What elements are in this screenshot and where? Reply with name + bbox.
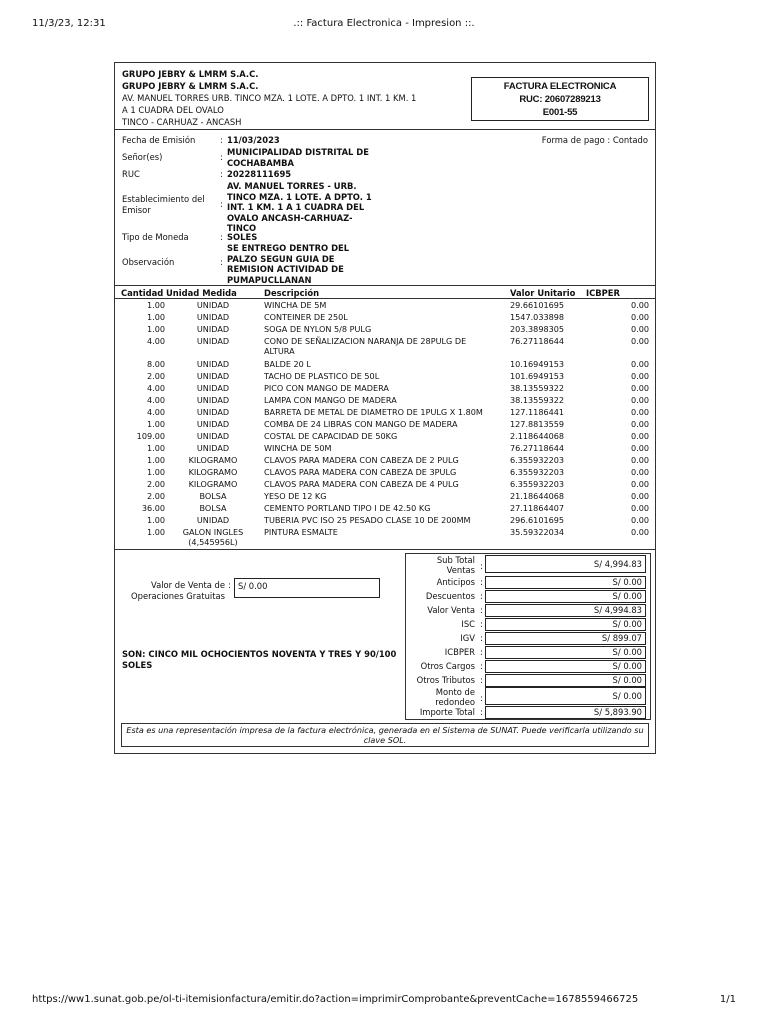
- fecha-value: 11/03/2023: [227, 135, 280, 145]
- gratuitas-value: S/ 0.00: [234, 578, 380, 598]
- item-descripcion: PINTURA ESMALTE: [264, 527, 338, 537]
- table-row: [115, 383, 655, 395]
- item-unidad: KILOGRAMO: [188, 467, 238, 477]
- item-cantidad: 4.00: [146, 407, 165, 417]
- item-cantidad: 1.00: [146, 467, 165, 477]
- totals-label: Valor Venta: [427, 605, 475, 615]
- item-icbper: 0.00: [630, 395, 649, 405]
- item-descripcion: PICO CON MANGO DE MADERA: [264, 383, 389, 393]
- item-valor-unitario: 296.6101695: [510, 515, 565, 525]
- item-descripcion: CLAVOS PARA MADERA CON CABEZA DE 2 PULG: [264, 455, 459, 465]
- item-valor-unitario: 203.3898305: [510, 324, 565, 334]
- observacion-value: SE ENTREGO DENTRO DEL PALZO SEGUN GUIA DE REMISION ACTIVIDAD DE PUMAPUCLLANAN: [227, 243, 350, 285]
- item-icbper: 0.00: [630, 491, 649, 501]
- item-cantidad: 4.00: [146, 383, 165, 393]
- table-row: [115, 419, 655, 431]
- item-unidad: KILOGRAMO: [188, 479, 238, 489]
- item-icbper: 0.00: [630, 515, 649, 525]
- item-cantidad: 2.00: [146, 491, 165, 501]
- item-icbper: 0.00: [630, 443, 649, 453]
- item-valor-unitario: 27.11864407: [510, 503, 565, 513]
- totals-label: Descuentos: [425, 591, 475, 601]
- item-descripcion: CONTEINER DE 250L: [264, 312, 348, 322]
- totals-value: S/ 0.00: [485, 660, 646, 673]
- table-row: [115, 371, 655, 383]
- item-icbper: 0.00: [630, 336, 649, 346]
- item-unidad: UNIDAD: [196, 431, 230, 441]
- table-row: [115, 503, 655, 515]
- moneda-label: Tipo de Moneda: [122, 232, 189, 242]
- ruc-value: 20228111695: [227, 169, 292, 179]
- item-valor-unitario: 6.355932203: [510, 467, 565, 477]
- item-unidad: UNIDAD: [196, 359, 230, 369]
- item-icbper: 0.00: [630, 527, 649, 537]
- item-icbper: 0.00: [630, 431, 649, 441]
- invoice: GRUPO JEBRY & LMRM S.A.C. GRUPO JEBRY & LMRM S.A.C. AV. MANUEL TORRES URB. TINCO MZA. 1 LOTE. A DPTO. 1 INT. 1 KM. 1 A 1 CUADRA DEL OVALO TINCO - CARHUAZ - ANCASH FACTURA ELECTRONICA RUC: 20607289213 E001-55 Fecha de Emisión : 11/03/2023 Forma de pago : Contado Señor(es) : MUNICIPALIDAD DISTRITAL DE COCHABAMBA RUC : 20228111695 Establecimiento del Emisor : AV. MANUEL TORRES - URB. TINCO MZA. 1 LOTE. A DPTO. 1 INT. 1 KM. 1 A 1 CUADRA DEL OVALO ANCASH-CARHUAZ-TINCO Tipo de Moneda : SOLES Observación : SE ENTREGO DENTRO DEL PALZO SEGUN GUIA DE REMISION ACTIVIDAD DE PUMAPUCLLANAN Cantidad Unidad Medida Descripción Valor Unitario ICBPER 1.00 UNIDAD WINCHA DE 5M 29.66101695 0.00 1.00 UNIDAD CONTEINER DE 250L 1547.033898 0.00 1.00 UNIDAD SOGA DE NYLON 5/8 PULG 203.3898305 0.00 4.00 UNIDAD CONO DE SEÑALIZACION NARANJA DE 28PULG DE ALTURA 76.27118644 0.00 8.00 UNIDAD BALDE 20 L 10.16949153 0.00 2.00 UNIDAD TACHO DE PLASTICO DE 50L 101.6949153 0.00 4.00 UNIDAD PICO CON MANGO DE MADERA 38.13559322 0.00 4.00 UNIDAD LAMPA CON MANGO DE MADERA 38.13559322 0.00 4.00 UNIDAD BARRETA DE METAL DE DIAMETRO DE 1PULG X 1.80M 127.1186441 0.00 1.00 UNIDAD COMBA DE 24 LIBRAS CON MANGO DE MADERA 127.8813559 0.00 109.00 UNIDAD COSTAL DE CAPACIDAD DE 50KG 2.118644068 0.00 1.00 UNIDAD WINCHA DE 50M 76.27118644 0.00 1.00 KILOGRAMO CLAVOS PARA MADERA CON CABEZA DE 2 PULG 6.355932203 0.00 1.00 KILOGRAMO CLAVOS PARA MADERA CON CABEZA DE 3PULG 6.355932203 0.00 2.00 KILOGRAMO CLAVOS PARA MADERA CON CABEZA DE 4 PULG 6.355932203 0.00 2.00 BOLSA YESO DE 12 KG 21.18644068 0.00 36.00 BOLSA CEMENTO PORTLAND TIPO I DE 42.50 KG 27.11864407 0.00 1.00 UNIDAD TUBERIA PVC ISO 25 PESADO CLASE 10 DE 200MM 296.6101695 0.00 1.00 GALON INGLES (4,545956L) PINTURA ESMALTE 35.59322034 0.00 Valor de Venta de Operaciones Gratuitas : S/ 0.00 SON: CINCO MIL OCHOCIENTOS NOVENTA Y TRES Y 90/100 SOLES Sub Total Ventas : S/ 4,994.83 Anticipos : S/ 0.00 Descuentos : S/ 0.00 Valor Venta : S/ 4,994.83 ISC : S/ 0.00 IGV : S/ 899.07 ICBPER : S/ 0.00 Otros Cargos : S/ 0.00 Otros Tributos : S/ 0.00 Monto de redondeo : S/ 0.00 Importe Total : S/ 5,893.90 Esta es una representación impresa de la factura electrónica, generada en el Sistema de SUNAT. Puede verificarla utilizando su clave SOL.: [114, 62, 656, 754]
- establecimiento-label: Establecimiento del Emisor: [122, 194, 205, 215]
- item-icbper: 0.00: [630, 455, 649, 465]
- footnote: Esta es una representación impresa de la factura electrónica, generada en el Sistema de SUNAT. Puede verificarla utilizando su clave SOL.: [121, 723, 649, 747]
- totals-label: ISC: [461, 619, 475, 629]
- item-icbper: 0.00: [630, 419, 649, 429]
- table-row: [115, 479, 655, 491]
- company-address-line1: AV. MANUEL TORRES URB. TINCO MZA. 1 LOTE. A DPTO. 1 INT. 1 KM. 1: [122, 93, 417, 103]
- totals-value: S/ 4,994.83: [485, 555, 646, 573]
- col-cantidad: Cantidad: [121, 288, 164, 298]
- table-row: [115, 491, 655, 503]
- item-icbper: 0.00: [630, 312, 649, 322]
- item-valor-unitario: 21.18644068: [510, 491, 565, 501]
- document-type: FACTURA ELECTRONICA: [503, 81, 617, 92]
- observacion-label: Observación: [122, 257, 175, 267]
- item-icbper: 0.00: [630, 371, 649, 381]
- col-unidad: Unidad Medida: [166, 288, 237, 298]
- table-row: [115, 324, 655, 336]
- item-valor-unitario: 2.118644068: [510, 431, 565, 441]
- item-unidad: UNIDAD: [196, 407, 230, 417]
- company-name: GRUPO JEBRY & LMRM S.A.C.: [122, 69, 259, 79]
- print-title: .:: Factura Electronica - Impresion ::.: [293, 18, 475, 29]
- item-valor-unitario: 35.59322034: [510, 527, 565, 537]
- col-icbper: ICBPER: [586, 288, 620, 298]
- item-icbper: 0.00: [630, 503, 649, 513]
- print-pager: 1/1: [719, 994, 736, 1005]
- divider: [115, 298, 655, 299]
- col-descripcion: Descripción: [264, 288, 320, 298]
- divider: [115, 549, 655, 550]
- item-descripcion: SOGA DE NYLON 5/8 PULG: [264, 324, 372, 334]
- table-row: [115, 455, 655, 467]
- item-unidad: UNIDAD: [196, 300, 230, 310]
- item-cantidad: 8.00: [146, 359, 165, 369]
- totals-label: Monto de redondeo: [435, 687, 475, 707]
- item-unidad: UNIDAD: [196, 383, 230, 393]
- item-descripcion: TUBERIA PVC ISO 25 PESADO CLASE 10 DE 200MM: [264, 515, 471, 525]
- item-cantidad: 2.00: [146, 371, 165, 381]
- table-row: [115, 395, 655, 407]
- item-cantidad: 1.00: [146, 443, 165, 453]
- item-unidad: UNIDAD: [196, 324, 230, 334]
- item-cantidad: 4.00: [146, 336, 165, 346]
- totals-value: S/ 4,994.83: [485, 604, 646, 617]
- table-row: [115, 431, 655, 443]
- item-cantidad: 1.00: [146, 312, 165, 322]
- item-cantidad: 4.00: [146, 395, 165, 405]
- item-descripcion: TACHO DE PLASTICO DE 50L: [264, 371, 380, 381]
- forma-pago: Forma de pago : Contado: [541, 135, 648, 145]
- table-row: [115, 359, 655, 371]
- item-valor-unitario: 38.13559322: [510, 395, 565, 405]
- company-location: TINCO - CARHUAZ - ANCASH: [122, 117, 242, 127]
- item-unidad: UNIDAD: [196, 371, 230, 381]
- item-valor-unitario: 1547.033898: [510, 312, 565, 322]
- item-descripcion: CLAVOS PARA MADERA CON CABEZA DE 3PULG: [264, 467, 457, 477]
- item-icbper: 0.00: [630, 383, 649, 393]
- item-valor-unitario: 6.355932203: [510, 479, 565, 489]
- totals-label: Anticipos: [436, 577, 475, 587]
- totals-label: Otros Cargos: [420, 661, 475, 671]
- print-footer: [32, 994, 736, 1008]
- totals-value: S/ 0.00: [485, 618, 646, 631]
- item-cantidad: 2.00: [146, 479, 165, 489]
- item-descripcion: WINCHA DE 5M: [264, 300, 327, 310]
- item-icbper: 0.00: [630, 359, 649, 369]
- item-valor-unitario: 76.27118644: [510, 443, 565, 453]
- item-unidad: GALON INGLES (4,545956L): [182, 527, 244, 547]
- totals-value: S/ 0.00: [485, 674, 646, 687]
- item-valor-unitario: 76.27118644: [510, 336, 565, 346]
- table-row: [115, 527, 655, 547]
- establecimiento-value: AV. MANUEL TORRES - URB. TINCO MZA. 1 LOTE. A DPTO. 1 INT. 1 KM. 1 A 1 CUADRA DEL OVALO ANCASH-CARHUAZ-TINCO: [227, 181, 372, 233]
- totals-value: S/ 0.00: [485, 576, 646, 589]
- item-descripcion: COSTAL DE CAPACIDAD DE 50KG: [264, 431, 398, 441]
- totals-value: S/ 0.00: [485, 646, 646, 659]
- item-valor-unitario: 29.66101695: [510, 300, 565, 310]
- item-cantidad: 1.00: [146, 300, 165, 310]
- totals-label: Otros Tributos: [416, 675, 475, 685]
- item-icbper: 0.00: [630, 300, 649, 310]
- item-unidad: UNIDAD: [196, 336, 230, 346]
- item-valor-unitario: 38.13559322: [510, 383, 565, 393]
- table-row: [115, 515, 655, 527]
- divider: [115, 129, 655, 130]
- item-valor-unitario: 6.355932203: [510, 455, 565, 465]
- item-valor-unitario: 127.1186441: [510, 407, 565, 417]
- moneda-value: SOLES: [227, 232, 258, 242]
- item-descripcion: LAMPA CON MANGO DE MADERA: [264, 395, 397, 405]
- totals-label: Importe Total: [419, 707, 475, 717]
- table-row: [115, 300, 655, 312]
- item-descripcion: CLAVOS PARA MADERA CON CABEZA DE 4 PULG: [264, 479, 459, 489]
- item-cantidad: 1.00: [146, 455, 165, 465]
- totals-panel: Sub Total Ventas : S/ 4,994.83 Anticipos : S/ 0.00 Descuentos : S/ 0.00 Valor Venta : S/ 4,994.83 ISC : S/ 0.00 IGV : S/ 899.07 ICBPER : S/ 0.00 Otros Cargos : S/ 0.00 Otros Tributos : S/ 0.00 Monto de redondeo : S/ 0.00 Importe Total : S/ 5,893.90: [405, 553, 651, 720]
- table-row: [115, 312, 655, 324]
- company-trade-name: GRUPO JEBRY & LMRM S.A.C.: [122, 80, 259, 91]
- gratuitas-label: Valor de Venta de Operaciones Gratuitas: [131, 580, 225, 601]
- item-unidad: UNIDAD: [196, 312, 230, 322]
- item-unidad: BOLSA: [199, 491, 227, 501]
- item-unidad: UNIDAD: [196, 515, 230, 525]
- item-unidad: UNIDAD: [196, 443, 230, 453]
- item-cantidad: 109.00: [136, 431, 165, 441]
- document-number: E001-55: [542, 107, 578, 118]
- document-box: [471, 77, 649, 121]
- item-cantidad: 1.00: [146, 324, 165, 334]
- item-valor-unitario: 127.8813559: [510, 419, 565, 429]
- divider: [115, 285, 655, 286]
- item-descripcion: CEMENTO PORTLAND TIPO I DE 42.50 KG: [264, 503, 431, 513]
- print-header: [32, 18, 736, 32]
- totals-value: S/ 899.07: [485, 632, 646, 645]
- totals-value: S/ 5,893.90: [485, 706, 646, 719]
- company-address-line2: A 1 CUADRA DEL OVALO: [122, 104, 224, 115]
- item-cantidad: 1.00: [146, 419, 165, 429]
- item-descripcion: WINCHA DE 50M: [264, 443, 332, 453]
- item-icbper: 0.00: [630, 324, 649, 334]
- item-descripcion: BALDE 20 L: [264, 359, 311, 369]
- totals-value: S/ 0.00: [485, 687, 646, 705]
- amount-in-words: SON: CINCO MIL OCHOCIENTOS NOVENTA Y TRES Y 90/100 SOLES: [122, 649, 397, 670]
- col-valor-unitario: Valor Unitario: [510, 288, 576, 298]
- totals-label: ICBPER: [444, 647, 475, 657]
- print-url: https://ww1.sunat.gob.pe/ol-ti-itemisionfactura/emitir.do?action=imprimirComprobante&preventCache=1678559466725: [32, 994, 639, 1005]
- item-unidad: KILOGRAMO: [188, 455, 238, 465]
- totals-label: IGV: [460, 633, 475, 643]
- item-unidad: BOLSA: [199, 503, 227, 513]
- table-row: [115, 407, 655, 419]
- item-descripcion: CONO DE SEÑALIZACION NARANJA DE 28PULG DE ALTURA: [264, 336, 467, 356]
- item-descripcion: COMBA DE 24 LIBRAS CON MANGO DE MADERA: [264, 419, 458, 429]
- item-valor-unitario: 10.16949153: [510, 359, 565, 369]
- table-row: [115, 336, 655, 356]
- item-icbper: 0.00: [630, 479, 649, 489]
- senores-label: Señor(es): [122, 152, 163, 162]
- item-descripcion: BARRETA DE METAL DE DIAMETRO DE 1PULG X 1.80M: [264, 407, 483, 417]
- senores-value: MUNICIPALIDAD DISTRITAL DE COCHABAMBA: [227, 147, 369, 168]
- table-row: [115, 443, 655, 455]
- company-block: [122, 69, 440, 129]
- ruc-label: RUC: [122, 169, 140, 179]
- item-icbper: 0.00: [630, 407, 649, 417]
- fecha-label: Fecha de Emisión: [122, 135, 196, 145]
- item-cantidad: 1.00: [146, 527, 165, 537]
- item-cantidad: 36.00: [141, 503, 165, 513]
- item-unidad: UNIDAD: [196, 419, 230, 429]
- totals-value: S/ 0.00: [485, 590, 646, 603]
- item-unidad: UNIDAD: [196, 395, 230, 405]
- document-ruc: RUC: 20607289213: [519, 94, 601, 105]
- table-row: [115, 467, 655, 479]
- item-valor-unitario: 101.6949153: [510, 371, 565, 381]
- item-cantidad: 1.00: [146, 515, 165, 525]
- print-date: 11/3/23, 12:31: [32, 18, 106, 29]
- item-icbper: 0.00: [630, 467, 649, 477]
- totals-label: Sub Total Ventas: [436, 555, 475, 575]
- item-descripcion: YESO DE 12 KG: [264, 491, 327, 501]
